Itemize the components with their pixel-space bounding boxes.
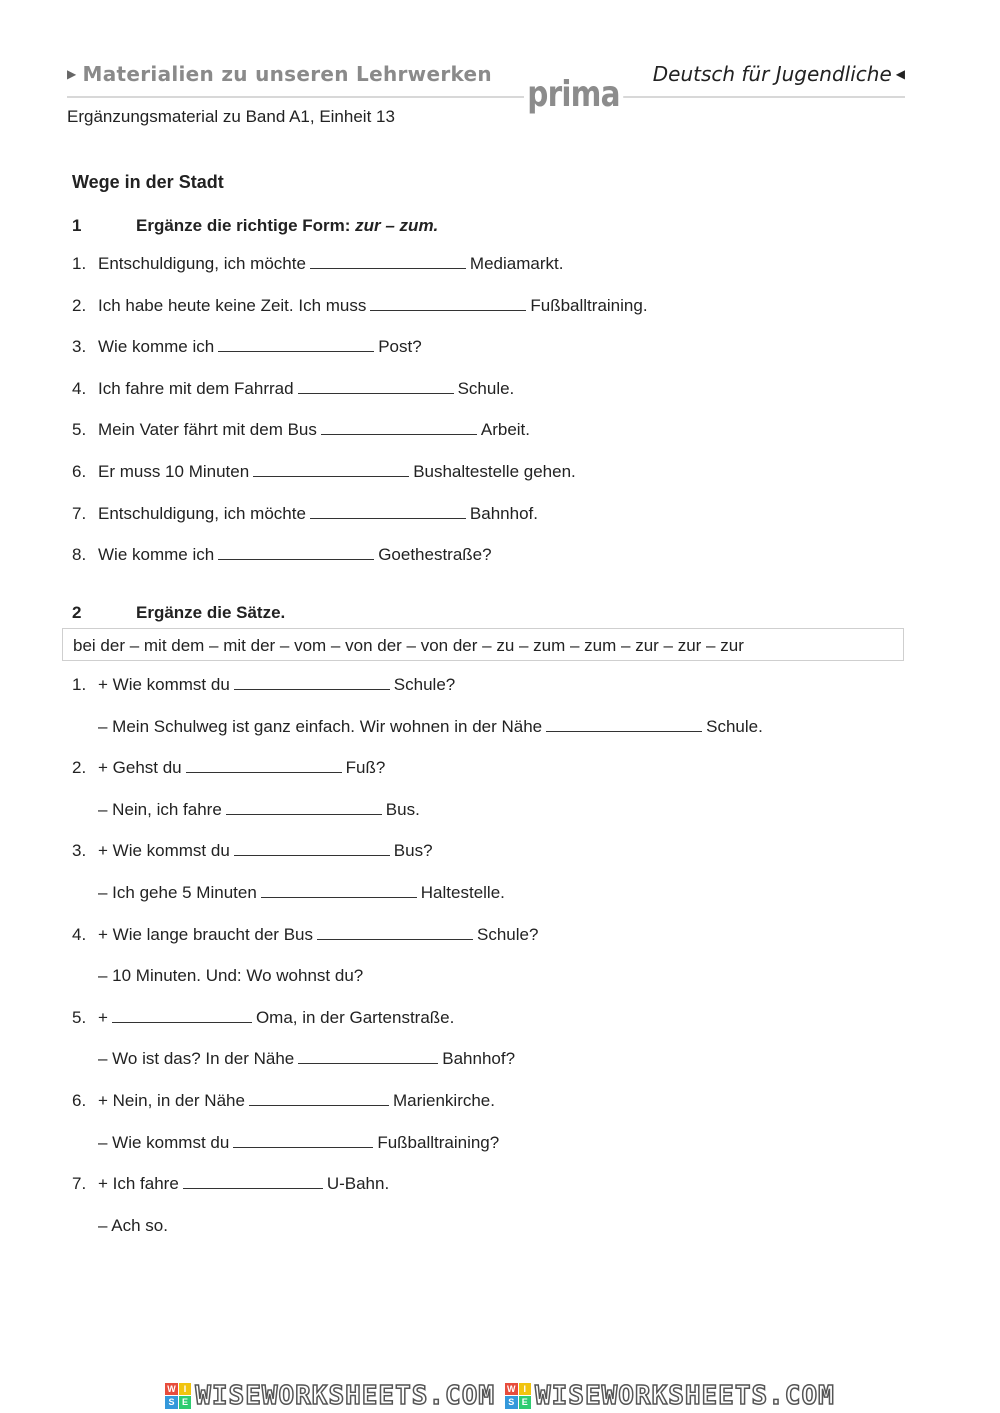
task1-line: [72, 254, 563, 274]
answer-blank[interactable]: [186, 758, 342, 773]
item-number: 2.: [72, 295, 87, 315]
answer-blank[interactable]: [317, 925, 473, 940]
sentence-start: + Ich fahre: [98, 1174, 179, 1194]
task2-line: [72, 675, 455, 695]
item-number: 6.: [72, 462, 87, 481]
item-number: 8.: [72, 545, 87, 565]
wiseworksheets-logo-icon: W I S E: [165, 1383, 191, 1409]
sentence-end: Fuß?: [345, 758, 386, 778]
answer-blank[interactable]: [370, 296, 526, 311]
sentence-start: – Ich gehe 5 Minuten: [98, 883, 257, 902]
watermark-block: [165, 1378, 495, 1413]
header-right-title: [653, 62, 905, 86]
item-number: 5.: [72, 420, 87, 440]
task2-line: [72, 841, 433, 861]
task1-heading: [72, 216, 438, 236]
sentence-end: Post?: [378, 337, 422, 357]
sentence-end: U-Bahn.: [326, 1174, 390, 1194]
sentence-end: Goethestraße?: [378, 545, 492, 565]
answer-blank[interactable]: [218, 337, 374, 352]
sentence-end: Bus?: [393, 841, 433, 861]
sentence-end: Oma, in der Gartenstraße.: [255, 1007, 455, 1027]
task1-line: [72, 420, 530, 440]
item-number: 4.: [72, 378, 87, 398]
answer-blank[interactable]: [310, 254, 466, 269]
answer-blank[interactable]: [253, 462, 409, 477]
answer-blank[interactable]: [321, 420, 477, 435]
answer-blank[interactable]: [546, 717, 702, 732]
sentence-end: Fußballtraining?: [377, 1132, 500, 1152]
sentence-end: Fußballtraining.: [530, 295, 648, 315]
answer-blank[interactable]: [233, 1133, 373, 1148]
sentence-start: – Nein, ich fahre: [98, 799, 222, 819]
header-right-text: Deutsch für Jugendliche: [652, 62, 892, 86]
task2-line: [98, 800, 420, 820]
sentence-start: Mein Vater fährt mit dem Bus: [98, 420, 317, 440]
task2-line: [72, 925, 538, 945]
sentence-end: Haltestelle.: [420, 883, 505, 902]
task2-line: [72, 1008, 454, 1028]
task1-line: [72, 379, 514, 399]
task2-line: [72, 1091, 495, 1111]
sentence-end: Bahnhof.: [469, 503, 538, 523]
triangle-left-icon: ◀: [895, 67, 905, 81]
sentence-start: Entschuldigung, ich möchte: [98, 503, 306, 523]
sentence-start: – Wie kommst du: [98, 1132, 230, 1152]
sentence-start: – 10 Minuten. Und: Wo wohnst du?: [98, 966, 364, 986]
sentence-end: Schule?: [476, 924, 539, 944]
item-number: 7.: [72, 503, 87, 523]
task1-instruction: Ergänze die richtige Form:: [136, 216, 356, 235]
answer-blank[interactable]: [234, 675, 390, 690]
answer-blank[interactable]: [298, 1049, 438, 1064]
answer-blank[interactable]: [249, 1091, 389, 1106]
sentence-start: +: [98, 1007, 108, 1027]
word-bank: bei der – mit dem – mit der – vom – von der – von der – zu – zum – zum – zur – zur – zur: [62, 628, 904, 661]
sentence-start: Entschuldigung, ich möchte: [98, 254, 306, 273]
item-number: 6.: [72, 1091, 87, 1110]
task2-line: [98, 1216, 168, 1236]
sentence-start: Wie komme ich: [98, 337, 215, 357]
task1-line: [72, 462, 576, 482]
answer-blank[interactable]: [234, 841, 390, 856]
task2-line: [98, 717, 763, 737]
task2-line: [98, 1133, 499, 1153]
sentence-end: Arbeit.: [480, 420, 531, 440]
sentence-start: Ich fahre mit dem Fahrrad: [98, 378, 294, 398]
sentence-start: + Wie lange braucht der Bus: [98, 924, 313, 944]
sentence-start: + Gehst du: [98, 758, 182, 778]
task2-line: [98, 883, 505, 903]
footer-watermark: [0, 1378, 1000, 1413]
sentence-end: Schule?: [393, 675, 456, 694]
item-number: 1.: [72, 254, 87, 273]
task2-line: [98, 966, 363, 986]
task2-line: [98, 1049, 515, 1069]
sentence-start: – Ach so.: [98, 1215, 168, 1235]
triangle-right-icon: ▶: [67, 67, 77, 81]
answer-blank[interactable]: [310, 504, 466, 519]
answer-blank[interactable]: [261, 883, 417, 898]
sentence-end: Bahnhof?: [442, 1049, 516, 1069]
subtitle: Ergänzungsmaterial zu Band A1, Einheit 13: [67, 107, 395, 126]
watermark-text: WISEWORKSHEETS.COM: [535, 1380, 835, 1411]
task2-number: 2: [72, 603, 82, 622]
watermark-text: WISEWORKSHEETS.COM: [195, 1380, 495, 1411]
sentence-start: Er muss 10 Minuten: [98, 462, 250, 481]
task1-line: [72, 296, 648, 316]
sentence-start: Ich habe heute keine Zeit. Ich muss: [98, 295, 367, 315]
answer-blank[interactable]: [298, 379, 454, 394]
task2-line: [72, 758, 385, 778]
task1-line: [72, 545, 492, 565]
answer-blank[interactable]: [226, 800, 382, 815]
sentence-end: Bushaltestelle gehen.: [413, 462, 576, 481]
item-number: 2.: [72, 758, 87, 778]
sentence-end: Schule.: [706, 716, 763, 736]
sentence-end: Mediamarkt.: [469, 254, 564, 273]
task1-line: [72, 504, 538, 524]
sentence-start: + Nein, in der Nähe: [98, 1091, 245, 1110]
header-left-text: Materialien zu unseren Lehrwerken: [82, 62, 492, 86]
task2-heading: [72, 603, 285, 623]
sentence-end: Schule.: [457, 378, 515, 398]
sentence-end: Bus.: [385, 799, 420, 819]
sentence-start: – Wo ist das? In der Nähe: [98, 1049, 295, 1069]
item-number: 1.: [72, 675, 87, 694]
task1-instruction-italic: zur – zum.: [355, 216, 439, 235]
item-number: 5.: [72, 1007, 87, 1027]
task1-number: 1: [72, 216, 82, 235]
sentence-start: + Wie kommst du: [98, 841, 230, 861]
prima-logo: prima: [524, 74, 623, 115]
page-title: Wege in der Stadt: [72, 172, 224, 192]
sentence-end: Marienkirche.: [392, 1091, 495, 1110]
item-number: 3.: [72, 337, 87, 357]
item-number: 7.: [72, 1174, 87, 1194]
header-divider: [67, 96, 905, 98]
wiseworksheets-logo-icon: W I S E: [505, 1383, 531, 1409]
watermark-block: [505, 1378, 835, 1413]
answer-blank[interactable]: [218, 545, 374, 560]
task2-line: [72, 1174, 389, 1194]
task1-line: [72, 337, 422, 357]
task2-instruction: Ergänze die Sätze.: [136, 603, 286, 622]
sentence-start: Wie komme ich: [98, 545, 215, 565]
item-number: 4.: [72, 924, 87, 944]
item-number: 3.: [72, 841, 87, 861]
answer-blank[interactable]: [183, 1174, 323, 1189]
answer-blank[interactable]: [112, 1008, 252, 1023]
sentence-start: + Wie kommst du: [98, 675, 230, 694]
sentence-start: – Mein Schulweg ist ganz einfach. Wir wohnen in der Nähe: [98, 716, 543, 736]
header-left-title: [67, 62, 492, 86]
